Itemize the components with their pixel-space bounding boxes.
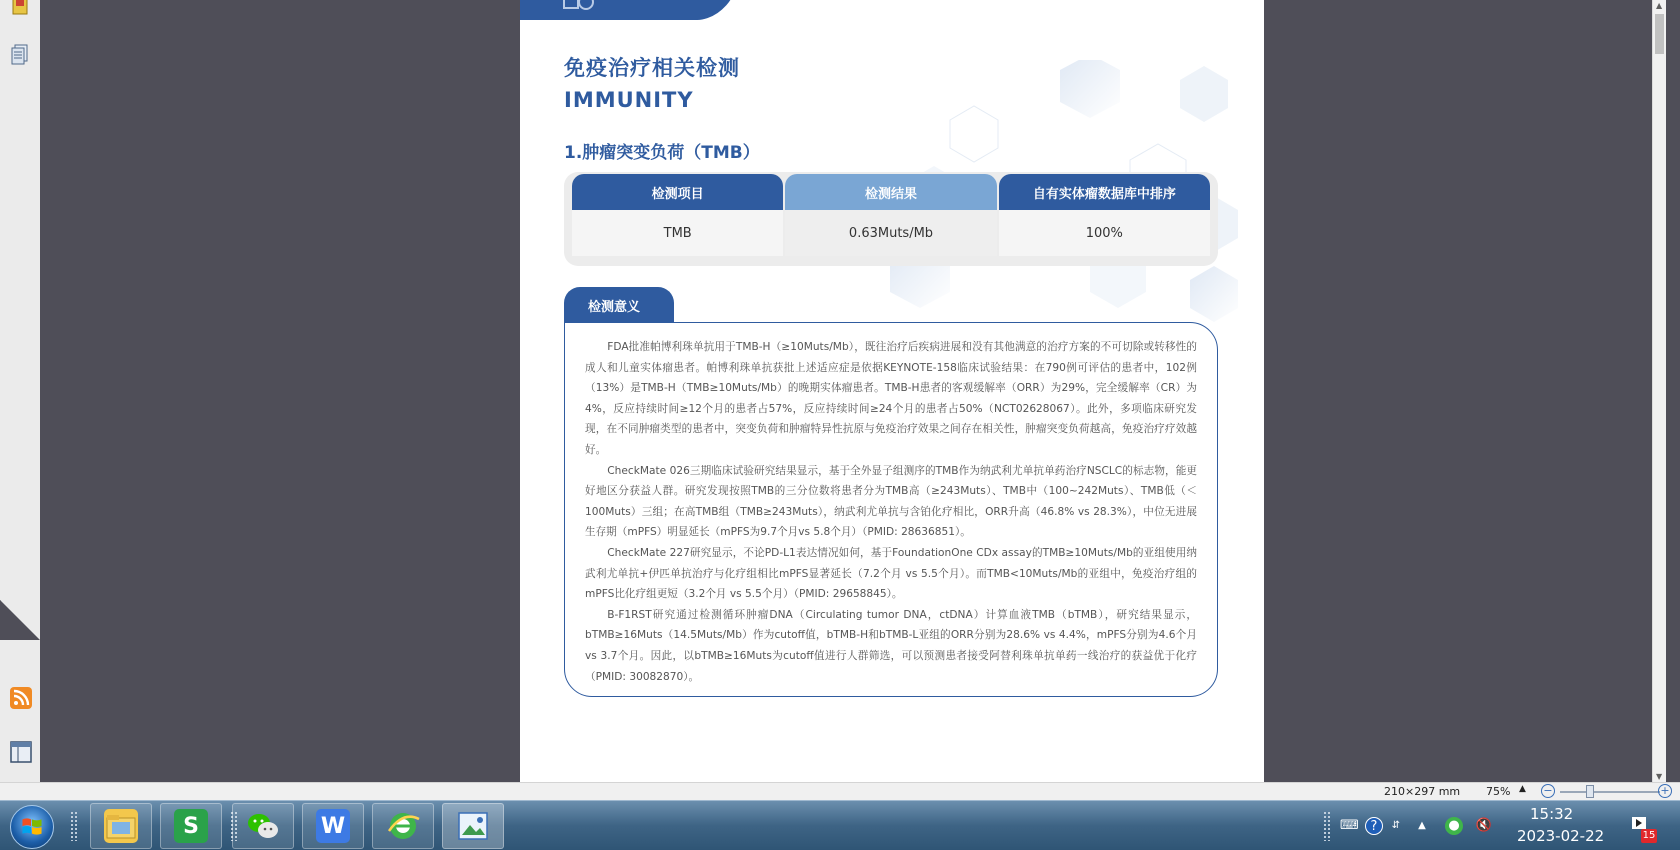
input-method-icon[interactable]: ⇵	[1391, 820, 1401, 831]
zoom-slider[interactable]	[1560, 791, 1660, 793]
system-tray	[1315, 801, 1680, 850]
taskbar-app-wps-spreadsheet[interactable]	[160, 803, 222, 849]
status-bar	[0, 782, 1680, 800]
vertical-scrollbar[interactable]	[1652, 0, 1666, 782]
network-status-icon[interactable]: ●	[1445, 817, 1463, 835]
document-page	[520, 0, 1264, 782]
table-cell-result: 0.63Muts/Mb	[785, 210, 996, 256]
bookmark-icon[interactable]	[9, 0, 33, 18]
clock-date[interactable]: 2023-02-22	[1517, 827, 1605, 845]
page-size-readout: 210×297 mm	[1384, 785, 1461, 798]
significance-paragraph: B-F1RST研究通过检测循环肿瘤DNA（Circulating tumor DNA，ctDNA）计算血液TMB（bTMB），研究结果显示，bTMB≥16Muts（14.5Muts/Mb）作为cutoff值，bTMB-H和bTMB-L亚组的ORR分别为28.6% vs 4.4%，mPFS分别为4.6个月 vs 3.7个月。因此，以bTMB≥16Muts为cutoff值进行人群筛选，可以预测患者接受阿替利珠单抗单药一线治疗的获益优于化疗（PMID: 30082870）。	[585, 608, 1197, 683]
folder-icon	[104, 809, 138, 843]
zoom-menu-caret-icon[interactable]: ▲	[1519, 784, 1526, 794]
windows-taskbar	[0, 800, 1680, 850]
table-cell-item: TMB	[572, 210, 783, 256]
clock-time[interactable]: 15:32	[1530, 805, 1574, 823]
table-header-result: 检测结果	[785, 174, 996, 210]
rss-feed-icon[interactable]	[9, 686, 33, 710]
help-icon[interactable]: ?	[1365, 817, 1383, 835]
taskbar-app-image-viewer[interactable]	[442, 803, 504, 849]
keyboard-icon[interactable]: ⌨	[1340, 818, 1359, 833]
significance-paragraph: FDA批准帕博利珠单抗用于TMB-H（≥10Muts/Mb），既往治疗后疾病进展和没有其他满意的治疗方案的不可切除或转移性的成人和儿童实体瘤患者。帕博利珠单抗获批上述适应症是依据KEYNOTE-158临床试验结果：在790例可评估的患者中，102例（13%）是TMB-H（TMB≥10Muts/Mb）的晚期实体瘤患者。TMB-H患者的客观缓解率（ORR）为29%，完全缓解率（CR）为4%，反应持续时间≥12个月的患者占57%，反应持续时间≥24个月的患者占50%（NCT02628067）。此外，多项临床研究发现，在不同肿瘤类型的患者中，突变负荷和肿瘤特异性抗原与免疫治疗效果之间存在相关性，肿瘤突变负荷越高，免疫治疗疗效越好。	[585, 341, 1197, 456]
significance-paragraph: CheckMate 227研究显示，不论PD-L1表达情况如何，基于FoundationOne CDx assay的TMB≥10Muts/Mb的亚组使用纳武利尤单抗+伊匹单抗治疗与化疗组相比mPFS显著延长（7.2个月 vs 5.5个月）。而TMB<10Muts/Mb的亚组中，免疫治疗组的mPFS比化疗组更短（3.2个月 vs 5.5个月）（PMID: 29658845）。	[585, 546, 1197, 601]
start-button[interactable]	[10, 805, 54, 849]
windows-logo-icon	[11, 806, 53, 848]
table-cell-rank: 100%	[999, 210, 1210, 256]
writer-icon: W	[316, 809, 350, 843]
pages-thumbnail-icon[interactable]	[9, 42, 33, 66]
taskbar-app-wechat[interactable]	[232, 803, 294, 849]
tmb-result-table	[564, 172, 1218, 266]
zoom-level-readout[interactable]: 75%	[1486, 785, 1511, 798]
left-side-panel	[0, 0, 40, 782]
significance-paragraph: CheckMate 026三期临床试验研究结果显示，基于全外显子组测序的TMB作为纳武利尤单抗单药治疗NSCLC的标志物，能更好地区分获益人群。研究发现按照TMB的三分位数将患者分为TMB高（≥243Muts）、TMB中（100~242Muts）、TMB低（＜100Muts）三组；在高TMB组（TMB≥243Muts），纳武利尤单抗与含铂化疗相比，ORR升高（46.8% vs 28.3%），中位无进展生存期（mPFS）明显延长（mPFS为9.7个月vs 5.8个月）（PMID: 28636851）。	[585, 464, 1197, 539]
scroll-up-arrow-icon[interactable]: ▲	[1656, 1, 1663, 10]
window-layout-icon[interactable]	[9, 740, 33, 764]
panel-fold-corner	[0, 600, 40, 640]
taskbar-app-wps-writer[interactable]	[302, 803, 364, 849]
wechat-icon	[246, 809, 280, 843]
image-viewer-icon	[456, 809, 490, 843]
scroll-down-arrow-icon[interactable]: ▼	[1656, 772, 1663, 781]
page-title-cn: 免疫治疗相关检测	[564, 56, 740, 80]
tray-grip[interactable]	[1323, 811, 1331, 841]
significance-textbox	[564, 322, 1218, 697]
page-header-tab	[520, 0, 740, 20]
significance-label: 检测意义	[564, 287, 674, 323]
report-header-icon	[562, 0, 598, 12]
document-viewport[interactable]	[40, 0, 1666, 782]
table-header-row	[572, 174, 1210, 210]
notification-count-badge: 15	[1642, 830, 1656, 841]
table-row	[572, 210, 1210, 256]
zoom-slider-handle[interactable]	[1586, 785, 1594, 798]
taskbar-grip[interactable]	[70, 811, 78, 841]
volume-muted-icon[interactable]: 🔇	[1475, 818, 1493, 833]
zoom-out-button[interactable]: −	[1541, 784, 1555, 798]
table-header-item: 检测项目	[572, 174, 783, 210]
taskbar-app-ie-browser[interactable]	[372, 803, 434, 849]
spreadsheet-icon: S	[174, 809, 208, 843]
scrollbar-thumb[interactable]	[1655, 14, 1664, 54]
section-title-tmb: 1.肿瘤突变负荷（TMB）	[564, 143, 760, 163]
taskbar-app-file-explorer[interactable]	[90, 803, 152, 849]
zoom-in-button[interactable]: +	[1658, 784, 1672, 798]
table-header-rank: 自有实体瘤数据库中排序	[999, 174, 1210, 210]
page-title-en: IMMUNITY	[564, 88, 694, 112]
show-hidden-icons-icon[interactable]: ▲	[1418, 820, 1426, 831]
browser-icon	[386, 809, 420, 843]
